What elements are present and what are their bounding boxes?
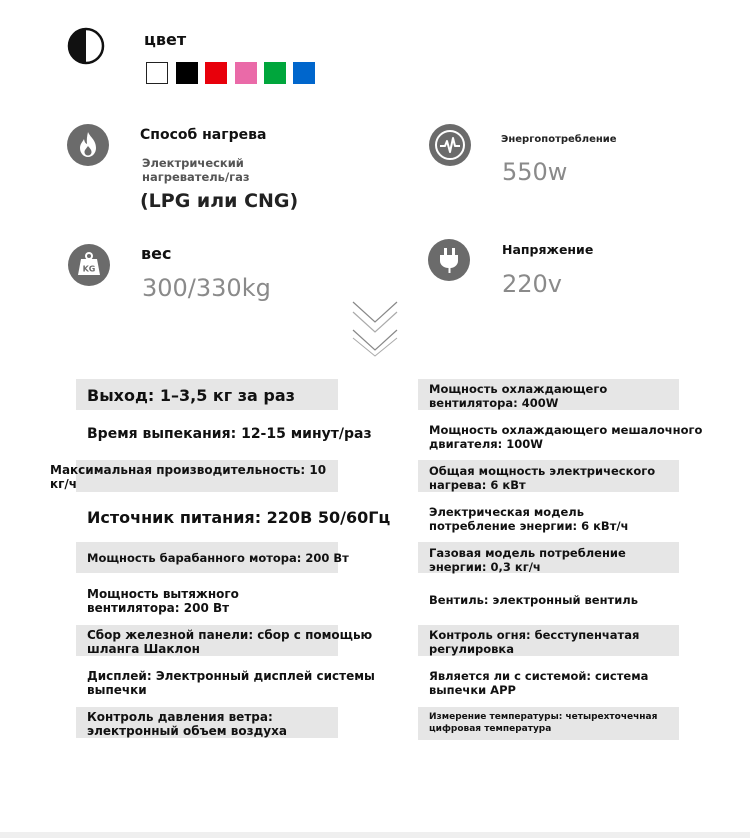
swatch-black[interactable] bbox=[176, 62, 198, 84]
spec-text: электронный объем воздуха bbox=[87, 724, 287, 738]
swatch-blue[interactable] bbox=[293, 62, 315, 84]
spec-right-4 bbox=[429, 546, 626, 574]
spec-text: Электрическая модель bbox=[429, 505, 584, 519]
spec-text: вентилятора: 400W bbox=[429, 396, 559, 410]
spec-text: Контроль давления ветра: bbox=[87, 710, 273, 724]
spec-text: Контроль огня: бесступенчатая bbox=[429, 628, 640, 642]
spec-text: Максимальная производительность: 10 bbox=[50, 463, 327, 477]
spec-text: Время выпекания: 12-15 минут/раз bbox=[87, 426, 372, 442]
half-circle-icon bbox=[67, 27, 105, 65]
spec-text: Газовая модель потребление bbox=[429, 546, 626, 560]
double-chevron-down-icon bbox=[351, 298, 399, 358]
spec-text: Сбор железной панели: сбор с помощью bbox=[87, 628, 373, 642]
voltage-value: 220v bbox=[502, 270, 563, 298]
spec-left-3 bbox=[87, 508, 390, 527]
spec-text: Мощность барабанного мотора: 200 Вт bbox=[87, 551, 349, 565]
spec-right-0 bbox=[429, 382, 607, 410]
swatch-pink[interactable] bbox=[235, 62, 257, 84]
spec-left-8 bbox=[87, 710, 287, 738]
spec-text: Мощность вытяжного bbox=[87, 587, 239, 601]
spec-text: Вентиль: электронный вентиль bbox=[429, 593, 638, 607]
spec-text: вентилятора: 200 Вт bbox=[87, 601, 230, 615]
spec-right-1 bbox=[429, 423, 702, 451]
kg-weight-icon bbox=[67, 243, 111, 287]
spec-text: регулировка bbox=[429, 642, 514, 656]
spec-left-2 bbox=[50, 463, 326, 491]
spec-text: Источник питания: 220В 50/60Гц bbox=[87, 508, 391, 527]
heating-title: Способ нагрева bbox=[140, 127, 267, 143]
bottom-strip bbox=[0, 832, 750, 838]
spec-right-6 bbox=[429, 628, 639, 656]
weight-value: 300/330kg bbox=[142, 274, 271, 302]
plug-icon bbox=[427, 238, 471, 282]
spec-text: Дисплей: Электронный дисплей системы bbox=[87, 669, 375, 683]
swatch-white[interactable] bbox=[146, 62, 168, 84]
spec-text: кг/ч bbox=[50, 477, 78, 491]
spec-right-8 bbox=[429, 711, 657, 735]
spec-right-7 bbox=[429, 669, 648, 697]
heating-subtitle-line2: нагреватель/газ bbox=[142, 170, 250, 184]
voltage-title: Напряжение bbox=[502, 242, 594, 257]
spec-text: Является ли с системой: система bbox=[429, 669, 649, 683]
swatch-green[interactable] bbox=[264, 62, 286, 84]
spec-left-0 bbox=[87, 386, 295, 405]
flame-icon bbox=[66, 123, 110, 167]
svg-text:KG: KG bbox=[82, 264, 96, 274]
spec-text: Измерение температуры: четырехточечная bbox=[429, 712, 658, 722]
spec-left-5 bbox=[87, 587, 239, 615]
heating-subtitle bbox=[142, 156, 250, 184]
swatch-red[interactable] bbox=[205, 62, 227, 84]
spec-text: Выход: 1–3,5 кг за раз bbox=[87, 386, 295, 405]
spec-text: выпечки APP bbox=[429, 683, 516, 697]
spec-text: потребление энергии: 6 кВт/ч bbox=[429, 519, 629, 533]
spec-left-4 bbox=[87, 551, 349, 565]
heating-subtitle-line1: Электрический bbox=[142, 156, 244, 170]
power-value: 550w bbox=[502, 158, 568, 186]
power-title: Энергопотребление bbox=[501, 134, 617, 145]
heating-value: (LPG или CNG) bbox=[140, 190, 299, 212]
spec-text: выпечки bbox=[87, 683, 147, 697]
color-title: цвет bbox=[144, 30, 187, 49]
spec-left-6 bbox=[87, 628, 372, 656]
spec-right-3 bbox=[429, 505, 628, 533]
spec-text: двигателя: 100W bbox=[429, 437, 543, 451]
spec-left-7 bbox=[87, 669, 375, 697]
spec-text: Общая мощность электрического bbox=[429, 464, 656, 478]
spec-right-5 bbox=[429, 593, 638, 607]
spec-right-2 bbox=[429, 464, 655, 492]
spec-left-1 bbox=[87, 426, 372, 443]
spec-text: Мощность охлаждающего мешалочного bbox=[429, 423, 703, 437]
spec-text: энергии: 0,3 кг/ч bbox=[429, 560, 541, 574]
spec-text: нагрева: 6 кВт bbox=[429, 478, 526, 492]
spec-text: шланга Шаклон bbox=[87, 642, 200, 656]
spec-text: Мощность охлаждающего bbox=[429, 382, 608, 396]
pulse-icon bbox=[428, 123, 472, 167]
spec-text: цифровая температура bbox=[429, 724, 552, 734]
weight-title: вес bbox=[141, 244, 172, 263]
